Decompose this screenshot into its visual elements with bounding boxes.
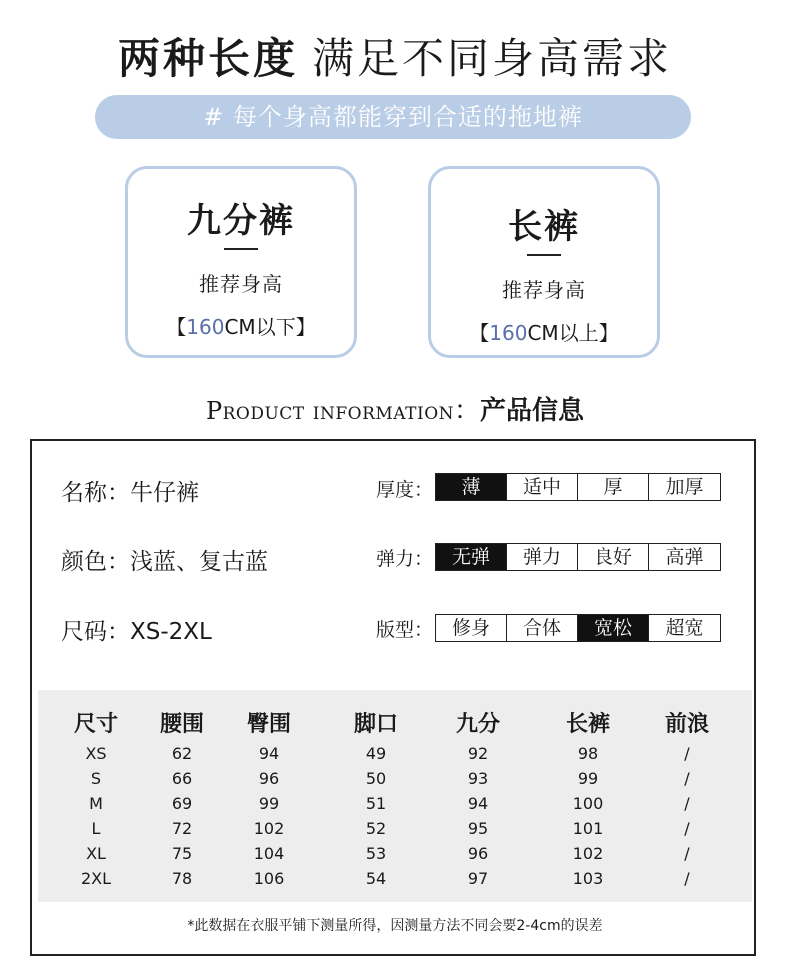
thickness-option: 薄 xyxy=(436,474,507,500)
title-light: 满足不同身高需求 xyxy=(312,34,673,83)
table-cell: 104 xyxy=(253,844,285,863)
measurement-note: *此数据在衣服平铺下测量所得，因测量方法不同会要2-4cm的误差 xyxy=(187,918,603,934)
thickness-option: 加厚 xyxy=(665,476,704,498)
product-size-range: 尺码：XS-2XL xyxy=(61,619,212,645)
page-title xyxy=(0,26,790,86)
table-header: 尺寸 xyxy=(73,712,118,737)
card-divider xyxy=(527,254,561,256)
table-cell: 92 xyxy=(467,744,489,763)
table-cell: / xyxy=(684,819,690,838)
table-cell: / xyxy=(684,869,690,888)
table-cell: 69 xyxy=(171,794,193,813)
card-divider xyxy=(224,248,258,250)
card-long-pants xyxy=(428,166,660,358)
table-cell: XS xyxy=(85,744,107,763)
elasticity-option: 高弹 xyxy=(665,546,704,568)
fit-label: 版型： xyxy=(376,619,434,641)
product-name: 名称：牛仔裤 xyxy=(61,480,199,506)
table-cell: 52 xyxy=(365,819,387,838)
table-cell: 102 xyxy=(572,844,604,863)
fit-option: 合体 xyxy=(507,615,578,641)
card-label: 推荐身高 xyxy=(199,272,283,296)
section-heading: Product information：产品信息 xyxy=(205,396,585,426)
table-cell: / xyxy=(684,744,690,763)
elasticity-label: 弹力： xyxy=(376,548,434,570)
table-header: 臀围 xyxy=(246,712,291,737)
table-cell: 106 xyxy=(253,869,285,888)
table-cell: L xyxy=(91,819,101,838)
subtitle-banner: # 每个身高都能穿到合适的拖地裤 xyxy=(95,95,691,139)
table-cell: 100 xyxy=(572,794,604,813)
table-cell: 62 xyxy=(171,744,193,763)
fit-option: 宽松 xyxy=(578,615,649,641)
table-cell: 94 xyxy=(467,794,489,813)
table-cell: 50 xyxy=(365,769,387,788)
table-cell: 99 xyxy=(577,769,599,788)
product-color: 颜色：浅蓝、复古蓝 xyxy=(61,549,268,575)
table-cell: 97 xyxy=(467,869,489,888)
elasticity-options xyxy=(435,543,721,571)
table-cell: 101 xyxy=(572,819,604,838)
card-height-range: 【160CM以下】 xyxy=(166,315,316,339)
elasticity-option: 弹力 xyxy=(507,544,578,570)
table-cell: 98 xyxy=(577,744,599,763)
card-cropped-pants xyxy=(125,166,357,358)
table-cell: 66 xyxy=(171,769,193,788)
table-cell: 102 xyxy=(253,819,285,838)
table-cell: 94 xyxy=(258,744,280,763)
table-cell: / xyxy=(684,769,690,788)
table-cell: 72 xyxy=(171,819,193,838)
table-cell: 2XL xyxy=(80,869,112,888)
table-cell: 96 xyxy=(258,769,280,788)
table-cell: / xyxy=(684,844,690,863)
card-title: 九分裤 xyxy=(187,201,295,241)
table-header: 脚口 xyxy=(353,712,398,737)
table-cell: 95 xyxy=(467,819,489,838)
table-cell: 93 xyxy=(467,769,489,788)
table-cell: 96 xyxy=(467,844,489,863)
table-cell: 49 xyxy=(365,744,387,763)
card-label: 推荐身高 xyxy=(502,278,586,302)
table-cell: 103 xyxy=(572,869,604,888)
table-header: 腰围 xyxy=(159,712,204,737)
thickness-option: 适中 xyxy=(507,474,578,500)
title-bold: 两种长度 xyxy=(117,34,298,83)
table-cell: 75 xyxy=(171,844,193,863)
fit-option: 超宽 xyxy=(665,617,704,639)
table-cell: XL xyxy=(86,844,106,863)
elasticity-option: 无弹 xyxy=(436,544,507,570)
table-header: 九分 xyxy=(455,712,500,737)
thickness-option: 厚 xyxy=(578,474,649,500)
table-header: 长裤 xyxy=(565,712,610,737)
table-cell: 51 xyxy=(365,794,387,813)
card-height-range: 【160CM以上】 xyxy=(469,321,619,345)
card-title: 长裤 xyxy=(508,207,580,247)
section-heading-en: Product information xyxy=(205,397,455,425)
table-cell: M xyxy=(89,794,103,813)
thickness-label: 厚度： xyxy=(376,479,434,501)
table-cell: 78 xyxy=(171,869,193,888)
section-heading-cn: 产品信息 xyxy=(480,396,585,426)
table-cell: 99 xyxy=(258,794,280,813)
table-cell: / xyxy=(684,794,690,813)
elasticity-option: 良好 xyxy=(578,544,649,570)
table-header: 前浪 xyxy=(664,712,709,737)
fit-options xyxy=(435,614,721,642)
fit-option: 修身 xyxy=(436,615,507,641)
thickness-options xyxy=(435,473,721,501)
table-cell: 54 xyxy=(365,869,387,888)
table-cell: S xyxy=(90,769,102,788)
table-cell: 53 xyxy=(365,844,387,863)
